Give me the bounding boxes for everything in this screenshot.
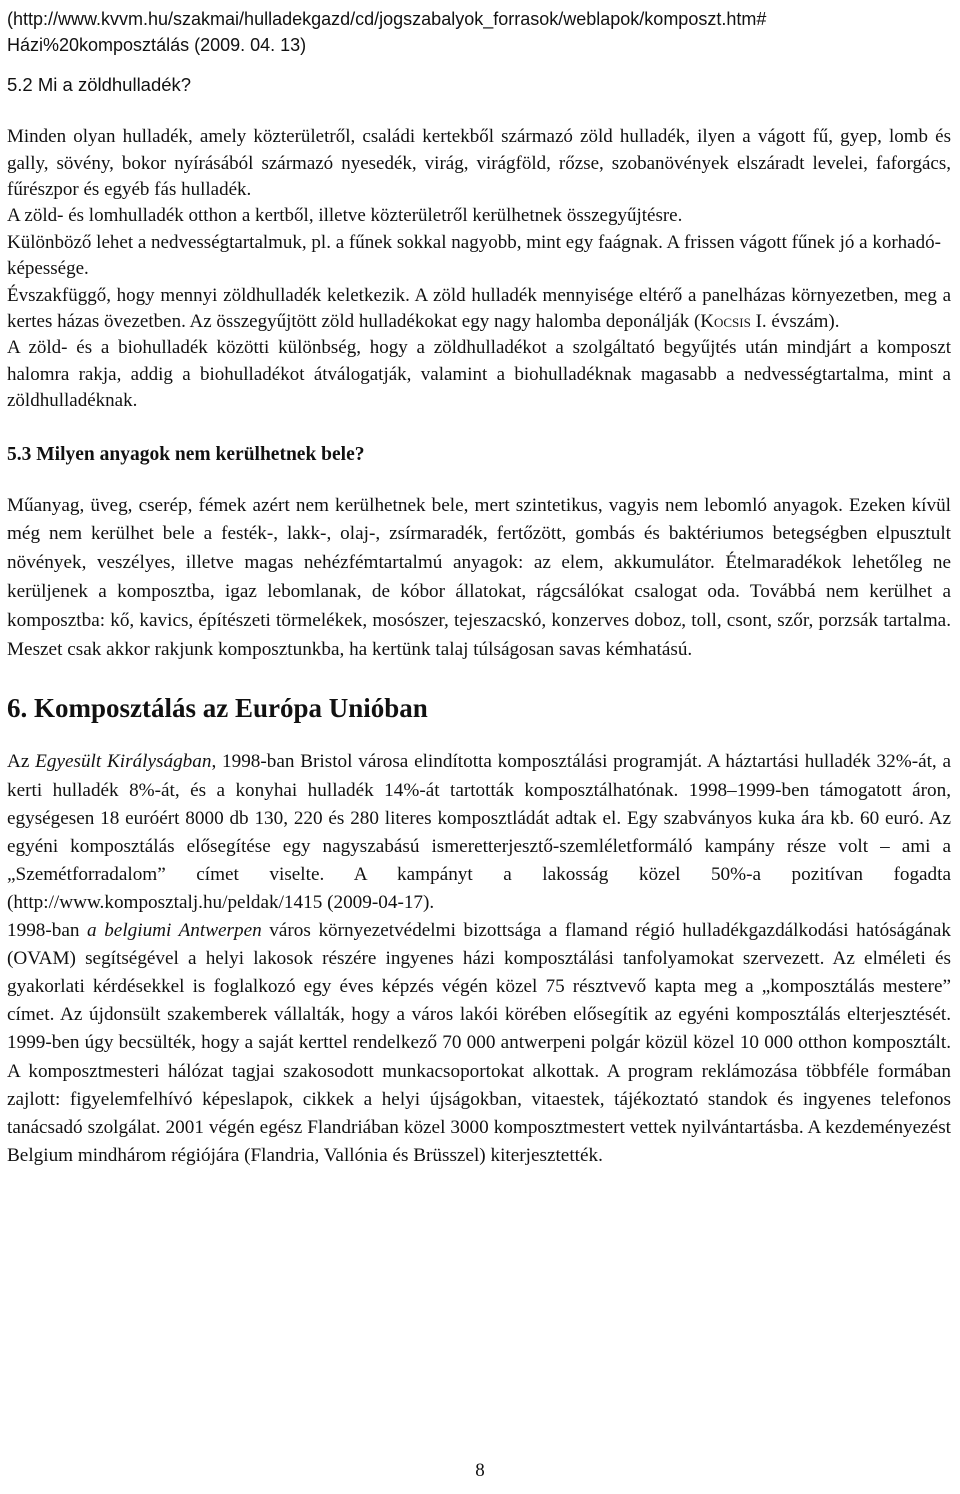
belgium-intro: 1998-ban	[7, 920, 88, 942]
source-url-line: (http://www.kvvm.hu/szakmai/hulladekgazd/cd/jogszabalyok_forrasok/weblapok/komposzt.htm#	[7, 9, 767, 29]
section-6-paragraph-uk	[7, 748, 951, 917]
source-date-line: Házi%20komposztálás (2009. 04. 13)	[7, 35, 307, 56]
page-number: 8	[475, 1460, 485, 1481]
section-5-2-heading: 5.2 Mi a zöldhulladék?	[7, 73, 192, 95]
section-5-2-line-a: A zöld- és lomhulladék otthon a kertből, illetve közterületről kerülhetnek összegyűjtésre.	[7, 205, 683, 227]
uk-country-name: Egyesült Királyságban	[35, 751, 212, 773]
section-5-3-heading: 5.3 Milyen anyagok nem kerülhetnek bele?	[7, 443, 365, 465]
uk-intro: Az	[7, 751, 36, 773]
author-smallcaps: ocsis	[714, 311, 751, 333]
line-c-tail: I. évszám).	[750, 311, 840, 333]
section-5-2-line-c	[7, 283, 951, 336]
section-6-heading: 6. Komposztálás az Európa Unióban	[7, 693, 428, 724]
belgium-city-name: a belgiumi Antwerpen	[87, 920, 262, 942]
document-page	[7, 6, 951, 1170]
uk-body: , 1998-ban Bristol városa elindította komposztálási programját. A háztartási hulladék 32%-át, a kerti hulladék 8%-át, és a konyhai hulladék 14%-át tartották komposztálhatónak. 1998–1999-ben támogatott áron, egységesen 18 euróért 8000 db 130, 220 és 280 literes komposztládát adtak el. Egy szabványos kuka ára kb. 60 euró. Az egyéni komposztálás elősegítése egy nagyszabású ismeretterjesztő-szemléletformáló kampány része volt – ami a „Szemétforradalom” címet viselte. A kampányt a lakosság közel 50%-a pozitívan fogadta (http://www.komposztalj.hu/peldak/1415 (2009-04-17).	[7, 751, 952, 913]
line-c-text: Évszakfüggő, hogy mennyi zöldhulladék keletkezik. A zöld hulladék mennyisége eltérő a panelházas környezetben, meg a kertes házas övezetben. Az összegyűjtött zöld hulladékokat egy nagy halomba deponálják (K	[7, 284, 951, 333]
belgium-body: város környezetvédelmi bizottsága a flamand régió hulladékgazdálkodási hatóságának (OVAM) segítségével a helyi lakosok részére ingyenes házi komposztálási tanfolyamokat szervezett. Az elméleti és gyakorlati kérdésekkel is foglalkozó egy éves képzés végén közel 75 résztvevő kapta meg a „komposztálás mestere” címet. Az újdonsült szakemberek vállalták, hogy a város lakói körében elősegítik az egyéni komposztálás elterjesztését. 1999-ben úgy becsülték, hogy a saját kerttel rendelkező 70 000 antwerpeni polgár közül közel 10 000 otthon komposztált. A komposztmesteri hálózat tagjai szakosodott munkacsoportokat alkottak. A program reklámozása többféle formában zajlott: figyelemfelhívó képeslapok, cikkek a helyi újságokban, vitaestek, tájékoztató standok és ingyenes telefonos tanácsadó szolgálat. 2001 végén egész Flandriában közel 3000 komposztmestert vettek nyilvántartásba. A kezdeményezést Belgium mindhárom régiójára (Flandria, Vallónia és Brüsszel) kiterjesztették.	[7, 920, 952, 1166]
section-5-2-paragraph: Minden olyan hulladék, amely közterületről, családi kertekből származó zöld hulladék, ilyen a vágott fű, gyep, lomb és gally, sövény, bokor nyírásából származó nyesedék, virág, virágföld, rőzse, szobanövények elszáradt levelei, faforgács, fűrészpor és egyéb fás hulladék.	[7, 126, 951, 201]
section-5-2-line-b: Különböző lehet a nedvességtartalmuk, pl. a fűnek sokkal nagyobb, mint egy faágnak. A frissen vágott fűnek jó a korhadó-képessége.	[7, 231, 941, 280]
section-5-3-paragraph: Műanyag, üveg, cserép, fémek azért nem kerülhetnek bele, mert szintetikus, vagyis nem lebomló anyagok. Ezeken kívül még nem kerülhet bele a festék-, lakk-, olaj-, zsírmaradék, fertőzött, gombás és baktériumos betegségben elpusztult növények, veszélyes, illetve magas nehézfémtartalmú anyagok: az elem, akkumulátor. Ételmaradékok lehetőleg ne kerüljenek a komposztba, igaz lebomlanak, de kóbor állatokat, rágcsálókat csalogat oda. Továbbá nem kerülhet a komposztba: kő, kavics, építészeti törmelékek, mosószer, tejeszacskó, konzerves doboz, toll, csont, szőr, porzsák tartalma. Meszet csak akkor rakjunk komposztunkba, ha kertünk talaj túlságosan savas kémhatású.	[7, 494, 951, 660]
section-5-2-line-d: A zöld- és a biohulladék közötti különbség, hogy a zöldhulladékot a szolgáltató begyűjtés után mindjárt a komposzt halomra rakja, addig a biohulladékot átválogatják, valamint a biohulladéknak magasabb a nedvességtartalma, mint a zöldhulladéknak.	[7, 337, 951, 412]
section-6-paragraph-belgium	[7, 917, 951, 1170]
source-citation	[7, 6, 951, 59]
